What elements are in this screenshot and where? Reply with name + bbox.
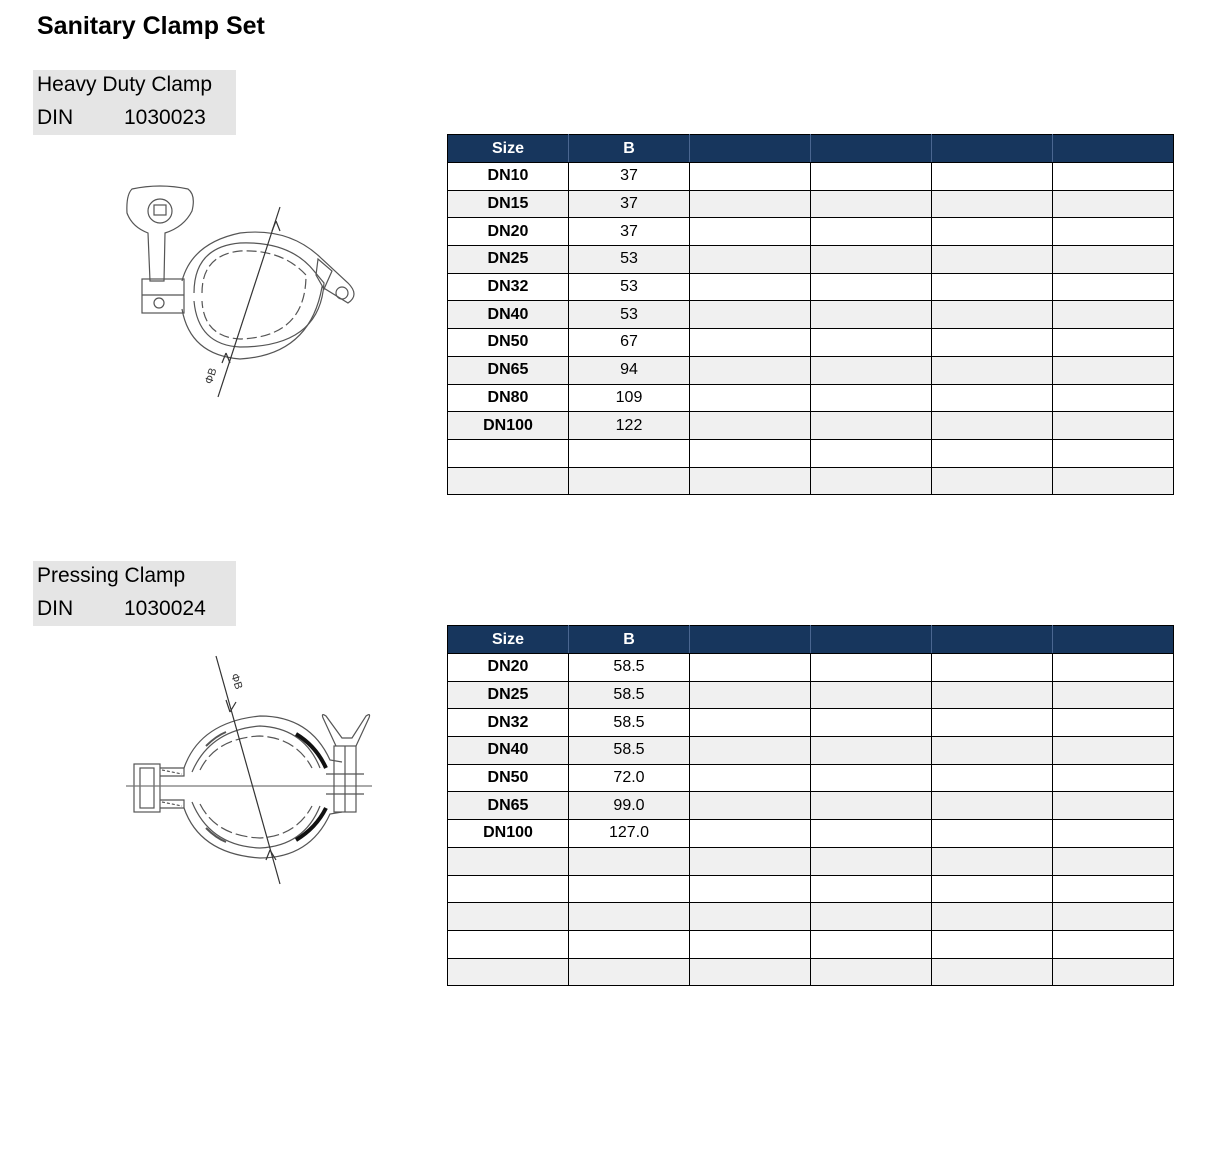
empty-cell [1053,412,1174,440]
empty-cell [932,384,1053,412]
empty-cell [690,875,811,903]
header-empty [1053,135,1174,163]
empty-cell [811,190,932,218]
empty-cell [811,903,932,931]
empty-cell [1053,163,1174,191]
b-cell [569,439,690,467]
empty-cell [1053,820,1174,848]
empty-cell [932,654,1053,682]
empty-cell [690,654,811,682]
empty-cell [932,273,1053,301]
dimension-label: ΦB [228,672,245,692]
empty-cell [1053,218,1174,246]
table-row [448,930,1174,958]
empty-cell [1053,329,1174,357]
empty-cell [1053,654,1174,682]
pressing-clamp-drawing [120,650,380,890]
b-cell: 53 [569,273,690,301]
empty-cell [811,847,932,875]
empty-cell [811,654,932,682]
table-header-row [448,626,1174,654]
empty-cell [1053,246,1174,274]
table-row [448,356,1174,384]
table-row [448,412,1174,440]
empty-cell [811,764,932,792]
header-empty [1053,626,1174,654]
product-name: Heavy Duty Clamp [37,73,213,96]
empty-cell [1053,958,1174,986]
empty-cell [932,820,1053,848]
header-size: Size [448,626,569,654]
empty-cell [1053,903,1174,931]
b-cell: 109 [569,384,690,412]
empty-cell [811,958,932,986]
size-cell: DN25 [448,681,569,709]
heavy-duty-clamp-label [33,70,236,135]
empty-cell [690,384,811,412]
table-row [448,764,1174,792]
b-cell [569,903,690,931]
header-empty [690,135,811,163]
size-cell [448,439,569,467]
empty-cell [932,764,1053,792]
table-body [448,163,1174,495]
size-cell: DN100 [448,412,569,440]
size-cell: DN50 [448,329,569,357]
empty-cell [690,792,811,820]
heavy-duty-clamp-drawing [110,175,370,415]
empty-cell [811,709,932,737]
table-row [448,301,1174,329]
empty-cell [1053,792,1174,820]
b-cell [569,875,690,903]
table-row [448,190,1174,218]
table-row [448,384,1174,412]
table-row [448,439,1174,467]
empty-cell [690,903,811,931]
size-cell [448,847,569,875]
b-cell: 58.5 [569,681,690,709]
empty-cell [690,246,811,274]
b-cell: 58.5 [569,654,690,682]
table-row [448,654,1174,682]
b-cell: 58.5 [569,709,690,737]
empty-cell [811,356,932,384]
empty-cell [932,930,1053,958]
b-cell: 53 [569,301,690,329]
size-cell: DN20 [448,654,569,682]
heavy-duty-clamp-table [447,134,1174,495]
empty-cell [690,820,811,848]
empty-cell [811,384,932,412]
size-cell [448,930,569,958]
empty-cell [932,875,1053,903]
empty-cell [1053,439,1174,467]
empty-cell [1053,709,1174,737]
header-empty [932,135,1053,163]
size-cell: DN50 [448,764,569,792]
empty-cell [932,847,1053,875]
product-code: 1030024 [124,597,206,620]
table-row [448,737,1174,765]
size-cell: DN25 [448,246,569,274]
empty-cell [811,820,932,848]
table-row [448,163,1174,191]
empty-cell [690,163,811,191]
b-cell: 67 [569,329,690,357]
empty-cell [690,329,811,357]
empty-cell [932,792,1053,820]
b-cell [569,467,690,495]
table-body [448,654,1174,986]
empty-cell [811,737,932,765]
b-cell: 72.0 [569,764,690,792]
empty-cell [932,163,1053,191]
empty-cell [1053,356,1174,384]
b-cell: 37 [569,190,690,218]
empty-cell [932,681,1053,709]
empty-cell [932,903,1053,931]
header-b: B [569,135,690,163]
table-row [448,329,1174,357]
empty-cell [932,737,1053,765]
empty-cell [1053,301,1174,329]
empty-cell [811,439,932,467]
empty-cell [1053,384,1174,412]
table-header-row [448,135,1174,163]
empty-cell [811,875,932,903]
b-cell: 99.0 [569,792,690,820]
empty-cell [811,467,932,495]
table-row [448,246,1174,274]
standard-label: DIN [37,106,74,129]
b-cell [569,930,690,958]
pressing-clamp-label [33,561,236,626]
empty-cell [932,412,1053,440]
b-cell: 53 [569,246,690,274]
empty-cell [1053,875,1174,903]
empty-cell [811,301,932,329]
table-row [448,875,1174,903]
table-row [448,273,1174,301]
table-row [448,467,1174,495]
empty-cell [690,737,811,765]
size-cell [448,467,569,495]
empty-cell [1053,190,1174,218]
header-empty [932,626,1053,654]
empty-cell [811,412,932,440]
empty-cell [811,792,932,820]
empty-cell [690,930,811,958]
empty-cell [932,467,1053,495]
empty-cell [932,439,1053,467]
b-cell: 127.0 [569,820,690,848]
empty-cell [1053,764,1174,792]
table-row [448,218,1174,246]
size-cell: DN100 [448,820,569,848]
size-cell: DN20 [448,218,569,246]
empty-cell [1053,737,1174,765]
empty-cell [690,190,811,218]
empty-cell [811,681,932,709]
header-empty [811,135,932,163]
table-row [448,820,1174,848]
size-cell: DN32 [448,273,569,301]
header-empty [811,626,932,654]
empty-cell [690,412,811,440]
table-row [448,958,1174,986]
empty-cell [690,356,811,384]
page-title: Sanitary Clamp Set [37,12,265,40]
b-cell: 122 [569,412,690,440]
size-cell [448,958,569,986]
empty-cell [932,218,1053,246]
empty-cell [690,681,811,709]
size-cell: DN40 [448,301,569,329]
b-cell: 37 [569,163,690,191]
empty-cell [811,930,932,958]
b-cell: 94 [569,356,690,384]
empty-cell [690,958,811,986]
dimension-label: ΦB [203,366,220,386]
b-cell: 37 [569,218,690,246]
empty-cell [690,467,811,495]
table-row [448,681,1174,709]
empty-cell [690,273,811,301]
size-cell: DN15 [448,190,569,218]
empty-cell [690,709,811,737]
header-b: B [569,626,690,654]
table-row [448,792,1174,820]
empty-cell [932,190,1053,218]
empty-cell [811,273,932,301]
product-name: Pressing Clamp [37,564,186,587]
size-cell [448,875,569,903]
empty-cell [932,709,1053,737]
empty-cell [1053,273,1174,301]
empty-cell [1053,847,1174,875]
pressing-clamp-table [447,625,1174,986]
size-cell [448,903,569,931]
empty-cell [1053,467,1174,495]
header-empty [690,626,811,654]
size-cell: DN40 [448,737,569,765]
size-cell: DN32 [448,709,569,737]
table-row [448,903,1174,931]
empty-cell [932,301,1053,329]
empty-cell [932,356,1053,384]
empty-cell [690,764,811,792]
empty-cell [932,246,1053,274]
empty-cell [690,218,811,246]
size-cell: DN65 [448,792,569,820]
b-cell [569,958,690,986]
empty-cell [690,301,811,329]
empty-cell [811,329,932,357]
size-cell: DN65 [448,356,569,384]
empty-cell [811,246,932,274]
empty-cell [690,439,811,467]
product-code: 1030023 [124,106,206,129]
header-size: Size [448,135,569,163]
empty-cell [1053,681,1174,709]
standard-label: DIN [37,597,74,620]
empty-cell [932,329,1053,357]
empty-cell [690,847,811,875]
empty-cell [811,218,932,246]
empty-cell [932,958,1053,986]
empty-cell [1053,930,1174,958]
size-cell: DN10 [448,163,569,191]
b-cell: 58.5 [569,737,690,765]
b-cell [569,847,690,875]
table-row [448,709,1174,737]
empty-cell [811,163,932,191]
table-row [448,847,1174,875]
size-cell: DN80 [448,384,569,412]
